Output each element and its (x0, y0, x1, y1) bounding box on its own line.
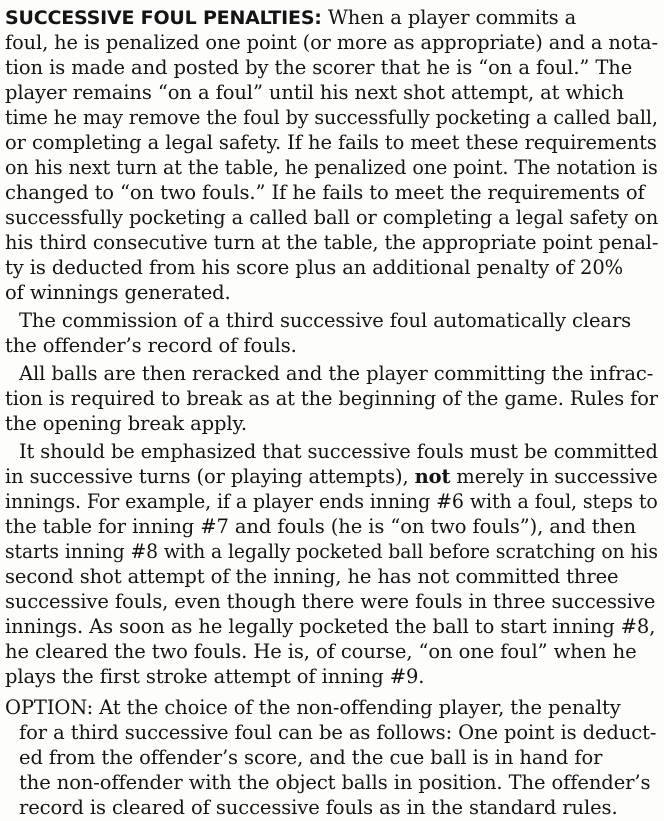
text-line: plays the first stroke attempt of inning #9. (5, 665, 425, 688)
text-line: for a third successive foul can be as follows: One point is deduct- (19, 721, 657, 744)
text-line: ty is deducted from his score plus an additional penalty of 20% (5, 256, 624, 279)
text-line: player remains “on a foul” until his next shot attempt, at which (5, 81, 624, 104)
text-line: innings. For example, if a player ends inning #6 with a foul, steps to (5, 490, 658, 513)
emphasis-text: not (414, 465, 451, 488)
text-line (5, 6, 576, 30)
text-line: successive fouls, even though there were fouls in three successive (5, 590, 656, 613)
text-line: The commission of a third successive foul automatically clears (19, 309, 632, 332)
text-line: It should be emphasized that successive fouls must be committed (19, 440, 658, 463)
text-line: All balls are then reracked and the player committing the infrac- (19, 362, 654, 385)
text-line: or completing a legal safety. If he fails to meet these requirements (5, 131, 657, 154)
text-line: starts inning #8 with a legally pocketed ball before scratching on his (5, 540, 658, 563)
text-line: on his next turn at the table, he penalized one point. The notation is (5, 156, 658, 179)
text-line: his third consecutive turn at the table, the appropriate point penal- (5, 231, 659, 254)
text-line: OPTION: At the choice of the non-offending player, the penalty (5, 696, 621, 719)
text-line: changed to “on two fouls.” If he fails to meet the requirements of (5, 181, 645, 204)
text-span: merely in successive (450, 465, 658, 488)
text-line: foul, he is penalized one point (or more as appropriate) and a nota- (5, 31, 658, 54)
text-line: successfully pocketing a called ball or completing a legal safety on (5, 206, 659, 229)
text-line: he cleared the two fouls. He is, of course, “on one foul” when he (5, 640, 637, 663)
text-line: tion is made and posted by the scorer that he is “on a foul.” The (5, 56, 633, 79)
text-span: in successive turns (or playing attempts), (5, 465, 415, 488)
text-line: second shot attempt of the inning, he has not committed three (5, 565, 619, 588)
text-line (5, 465, 658, 488)
section-heading: SUCCESSIVE FOUL PENALTIES: (5, 7, 322, 29)
text-line: tion is required to break as at the beginning of the game. Rules for (5, 387, 658, 410)
text-line: time he may remove the foul by successfully pocketing a called ball, (5, 106, 658, 129)
text-line: of winnings generated. (5, 281, 231, 304)
text-line: ed from the offender’s score, and the cue ball is in hand for (19, 746, 603, 769)
text-line: the non-offender with the object balls in position. The offender’s (19, 771, 651, 794)
text-line: record is cleared of successive fouls as in the standard rules. (19, 796, 618, 819)
text-line: the opening break apply. (5, 412, 247, 435)
text-span: When a player commits a (321, 6, 577, 29)
text-line: the table for inning #7 and fouls (he is “on two fouls”), and then (5, 515, 636, 538)
text-line: the offender’s record of fouls. (5, 334, 297, 357)
text-line: innings. As soon as he legally pocketed the ball to start inning #8, (5, 615, 656, 638)
